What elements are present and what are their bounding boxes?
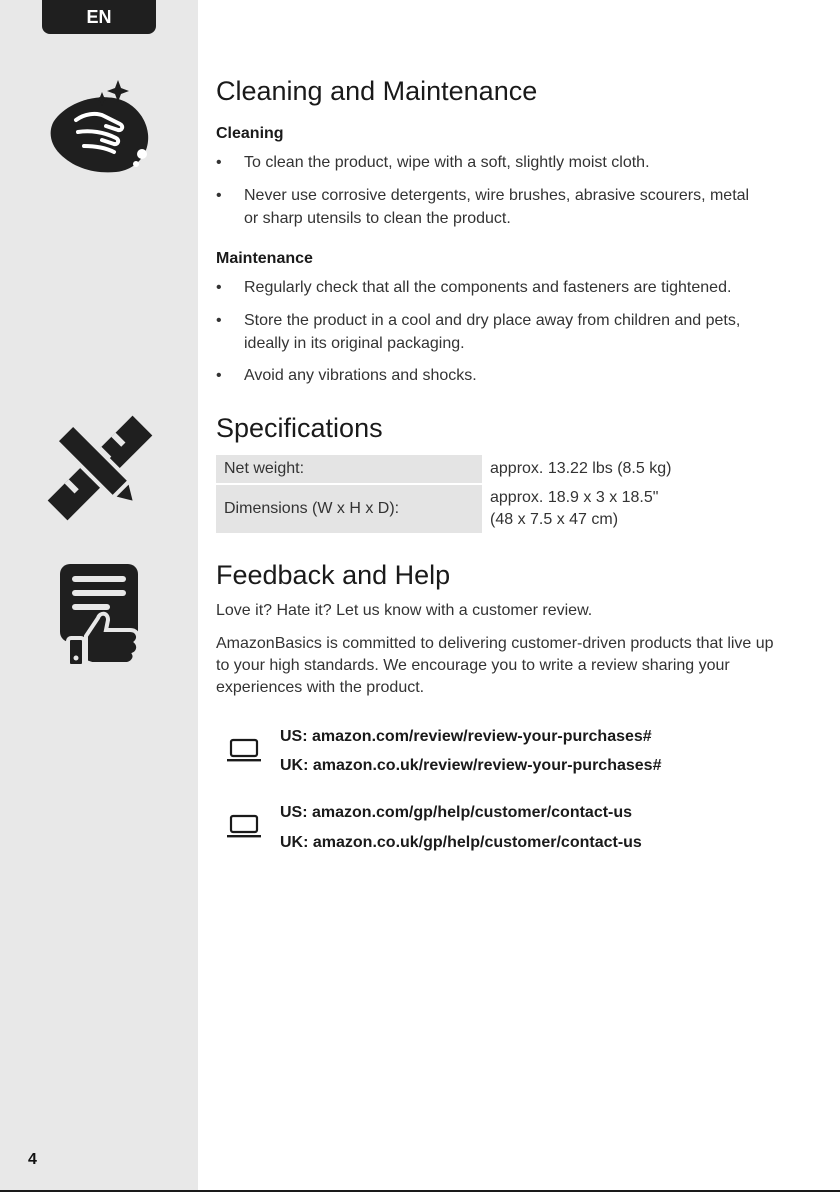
ruler-pencil-icon bbox=[46, 414, 154, 522]
cleaning-hand-icon bbox=[44, 76, 156, 176]
language-tab: EN bbox=[42, 0, 156, 34]
spec-value-line: approx. 13.22 lbs (8.5 kg) bbox=[490, 460, 672, 477]
spec-value bbox=[490, 458, 671, 480]
list-item bbox=[216, 276, 806, 299]
bullet-dot: • bbox=[216, 312, 222, 329]
cleaning-heading: Cleaning bbox=[216, 125, 284, 142]
bullet-dot: • bbox=[216, 367, 222, 384]
maintenance-item-3: Avoid any vibrations and shocks. bbox=[244, 367, 477, 384]
maintenance-heading: Maintenance bbox=[216, 250, 313, 267]
review-link-us[interactable]: US: amazon.com/review/review-your-purchases# bbox=[280, 728, 652, 745]
review-link-uk[interactable]: UK: amazon.co.uk/review/review-your-purchases# bbox=[280, 757, 662, 774]
feedback-paragraph-1: Love it? Hate it? Let us know with a customer review. bbox=[216, 602, 593, 619]
spec-label: Dimensions (W x H x D): bbox=[216, 485, 482, 533]
spec-label: Net weight: bbox=[216, 455, 482, 483]
bullet-dot: • bbox=[216, 187, 222, 204]
help-link-us[interactable]: US: amazon.com/gp/help/customer/contact-us bbox=[280, 804, 633, 821]
cleaning-maintenance-title: Cleaning and Maintenance bbox=[216, 76, 538, 106]
specifications-title: Specifications bbox=[216, 413, 383, 443]
bullet-dot: • bbox=[216, 154, 222, 171]
spec-value-line: (48 x 7.5 x 47 cm) bbox=[490, 511, 619, 528]
list-item bbox=[216, 151, 806, 174]
page-number: 4 bbox=[28, 1151, 37, 1168]
spec-value bbox=[490, 487, 658, 531]
cleaning-item-1: To clean the product, wipe with a soft, slightly moist cloth. bbox=[244, 154, 650, 171]
maintenance-item-1: Regularly check that all the components and fasteners are tightened. bbox=[244, 279, 732, 296]
feedback-thumbs-up-icon bbox=[58, 562, 142, 668]
feedback-title: Feedback and Help bbox=[216, 560, 451, 590]
maintenance-item-2: Store the product in a cool and dry place away from children and pets, ideally in its original packaging. bbox=[244, 312, 741, 352]
list-item bbox=[216, 309, 806, 355]
bullet-dot: • bbox=[216, 279, 222, 296]
sidebar bbox=[0, 0, 198, 1192]
list-item bbox=[216, 184, 806, 230]
feedback-paragraph-2: AmazonBasics is committed to delivering customer-driven products that live up to your high standards. We encourage you to write a review sharing your experiences with the product. bbox=[216, 635, 774, 696]
list-item bbox=[216, 364, 806, 387]
cleaning-item-2: Never use corrosive detergents, wire brushes, abrasive scourers, metal or sharp utensils to clean the product. bbox=[244, 187, 750, 227]
help-link-uk[interactable]: UK: amazon.co.uk/gp/help/customer/contact-us bbox=[280, 834, 642, 851]
laptop-icon bbox=[226, 738, 262, 764]
laptop-icon bbox=[226, 814, 262, 840]
spec-value-line: approx. 18.9 x 3 x 18.5" bbox=[490, 489, 659, 506]
